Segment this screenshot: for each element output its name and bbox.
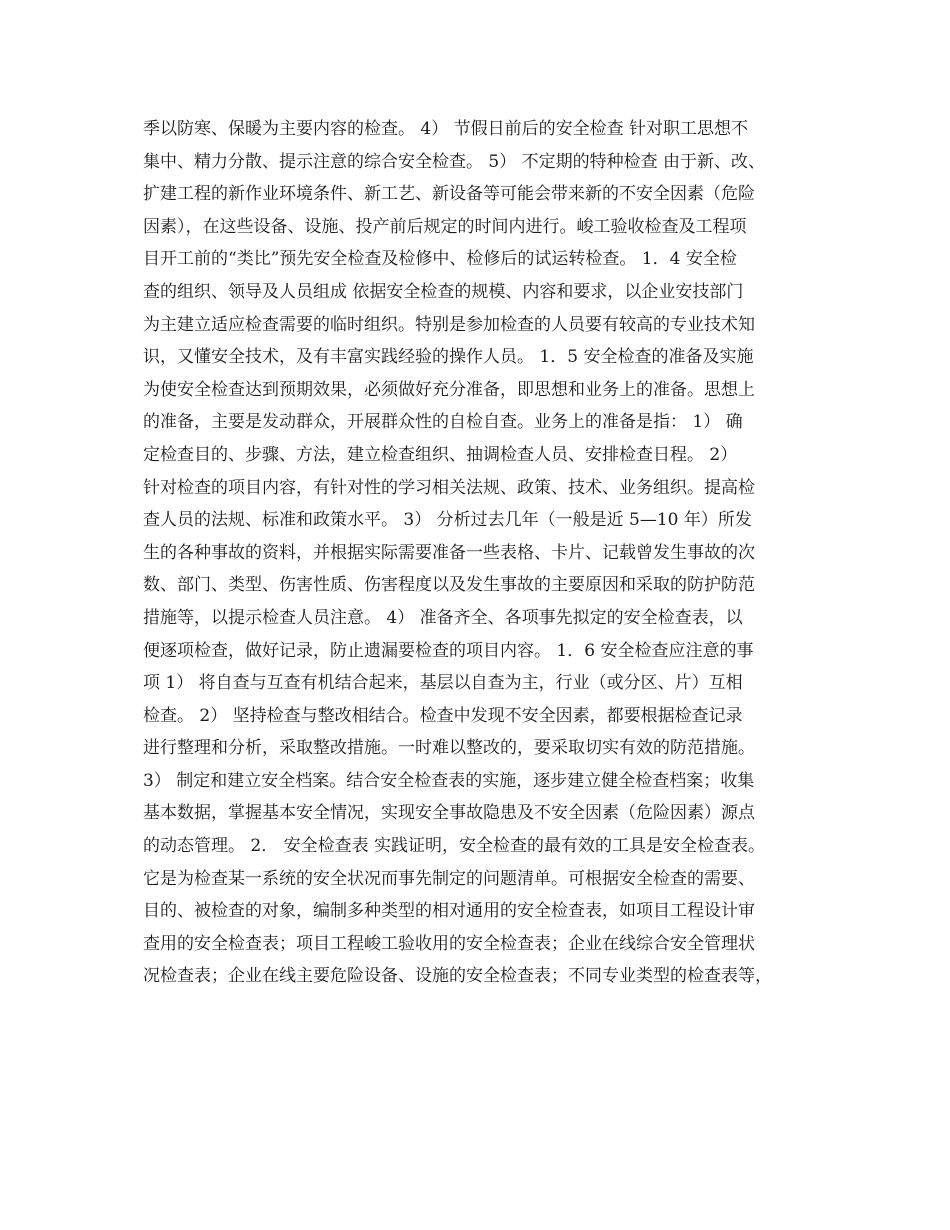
text-line: 目开工前的“类比”预先安全检查及检修中、检修后的试运转检查。 1．4 安全检 xyxy=(143,249,737,270)
body-text xyxy=(143,113,833,993)
text-line: 3） 制定和建立安全档案。结合安全检查表的实施，逐步建立健全检查档案；收集 xyxy=(143,770,755,791)
text-line: 识，又懂安全技术，及有丰富实践经验的操作人员。 1．5 安全检查的准备及实施 xyxy=(143,347,754,368)
text-line: 定检查目的、步骤、方法，建立检查组织、抽调检查人员、安排检查日程。 2） xyxy=(143,444,738,465)
text-line: 况检查表；企业在线主要危险设备、设施的安全检查表；不同专业类型的检查表等， xyxy=(143,966,772,987)
text-line: 生的各种事故的资料，并根据实际需要准备一些表格、卡片、记载曾发生事故的次 xyxy=(143,542,755,563)
text-line: 的准备，主要是发动群众，开展群众性的自检自查。业务上的准备是指： 1） 确 xyxy=(143,412,743,433)
text-line: 目的、被检查的对象，编制多种类型的相对通用的安全检查表，如项目工程设计审 xyxy=(143,901,755,922)
text-line: 进行整理和分析，采取整改措施。一时难以整改的，要采取切实有效的防范措施。 xyxy=(143,738,755,759)
text-line: 措施等，以提示检查人员注意。 4） 准备齐全、各项事先拟定的安全检查表，以 xyxy=(143,607,743,628)
text-line: 查的组织、领导及人员组成 依据安全检查的规模、内容和要求，以企业安技部门 xyxy=(143,281,744,302)
text-line: 检查。 2） 坚持检查与整改相结合。检查中发现不安全因素，都要根据检查记录 xyxy=(143,705,743,726)
text-line: 数、部门、类型、伤害性质、伤害程度以及发生事故的主要原因和采取的防护防范 xyxy=(143,575,755,596)
text-line: 查用的安全检查表；项目工程峻工验收用的安全检查表；企业在线综合安全管理状 xyxy=(143,933,755,954)
text-line: 针对检查的项目内容，有针对性的学习相关法规、政策、技术、业务组织。提高检 xyxy=(143,477,755,498)
text-line: 它是为检查某一系统的安全状况而事先制定的问题清单。可根据安全检查的需要、 xyxy=(143,868,755,889)
text-line: 查人员的法规、标准和政策水平。 3） 分析过去几年（一般是近 5—10 年）所发 xyxy=(143,510,752,531)
text-line: 因素），在这些设备、设施、投产前后规定的时间内进行。峻工验收检查及工程项 xyxy=(143,216,747,237)
text-line: 集中、精力分散、提示注意的综合安全检查。 5） 不定期的特种检查 由于新、改、 xyxy=(143,151,766,172)
text-line: 项 1） 将自查与互查有机结合起来，基层以自查为主，行业（或分区、片）互相 xyxy=(143,673,743,694)
text-line: 为使安全检查达到预期效果，必须做好充分准备，即思想和业务上的准备。思想上 xyxy=(143,379,755,400)
text-line: 季以防寒、保暖为主要内容的检查。 4） 节假日前后的安全检查 针对职工思想不 xyxy=(143,119,749,139)
text-line: 基本数据，掌握基本安全情况，实现安全事故隐患及不安全因素（危险因素）源点 xyxy=(143,803,755,824)
text-line: 为主建立适应检查需要的临时组织。特别是参加检查的人员要有较高的专业技术知 xyxy=(143,314,755,335)
text-line: 扩建工程的新作业环境条件、新工艺、新设备等可能会带来新的不安全因素（危险 xyxy=(143,184,755,205)
text-line: 的动态管理。 2． 安全检查表 实践证明，安全检查的最有效的工具是安全检查表。 xyxy=(143,836,766,857)
text-line: 便逐项检查，做好记录，防止遗漏要检查的项目内容。 1．6 安全检查应注意的事 xyxy=(143,640,754,661)
